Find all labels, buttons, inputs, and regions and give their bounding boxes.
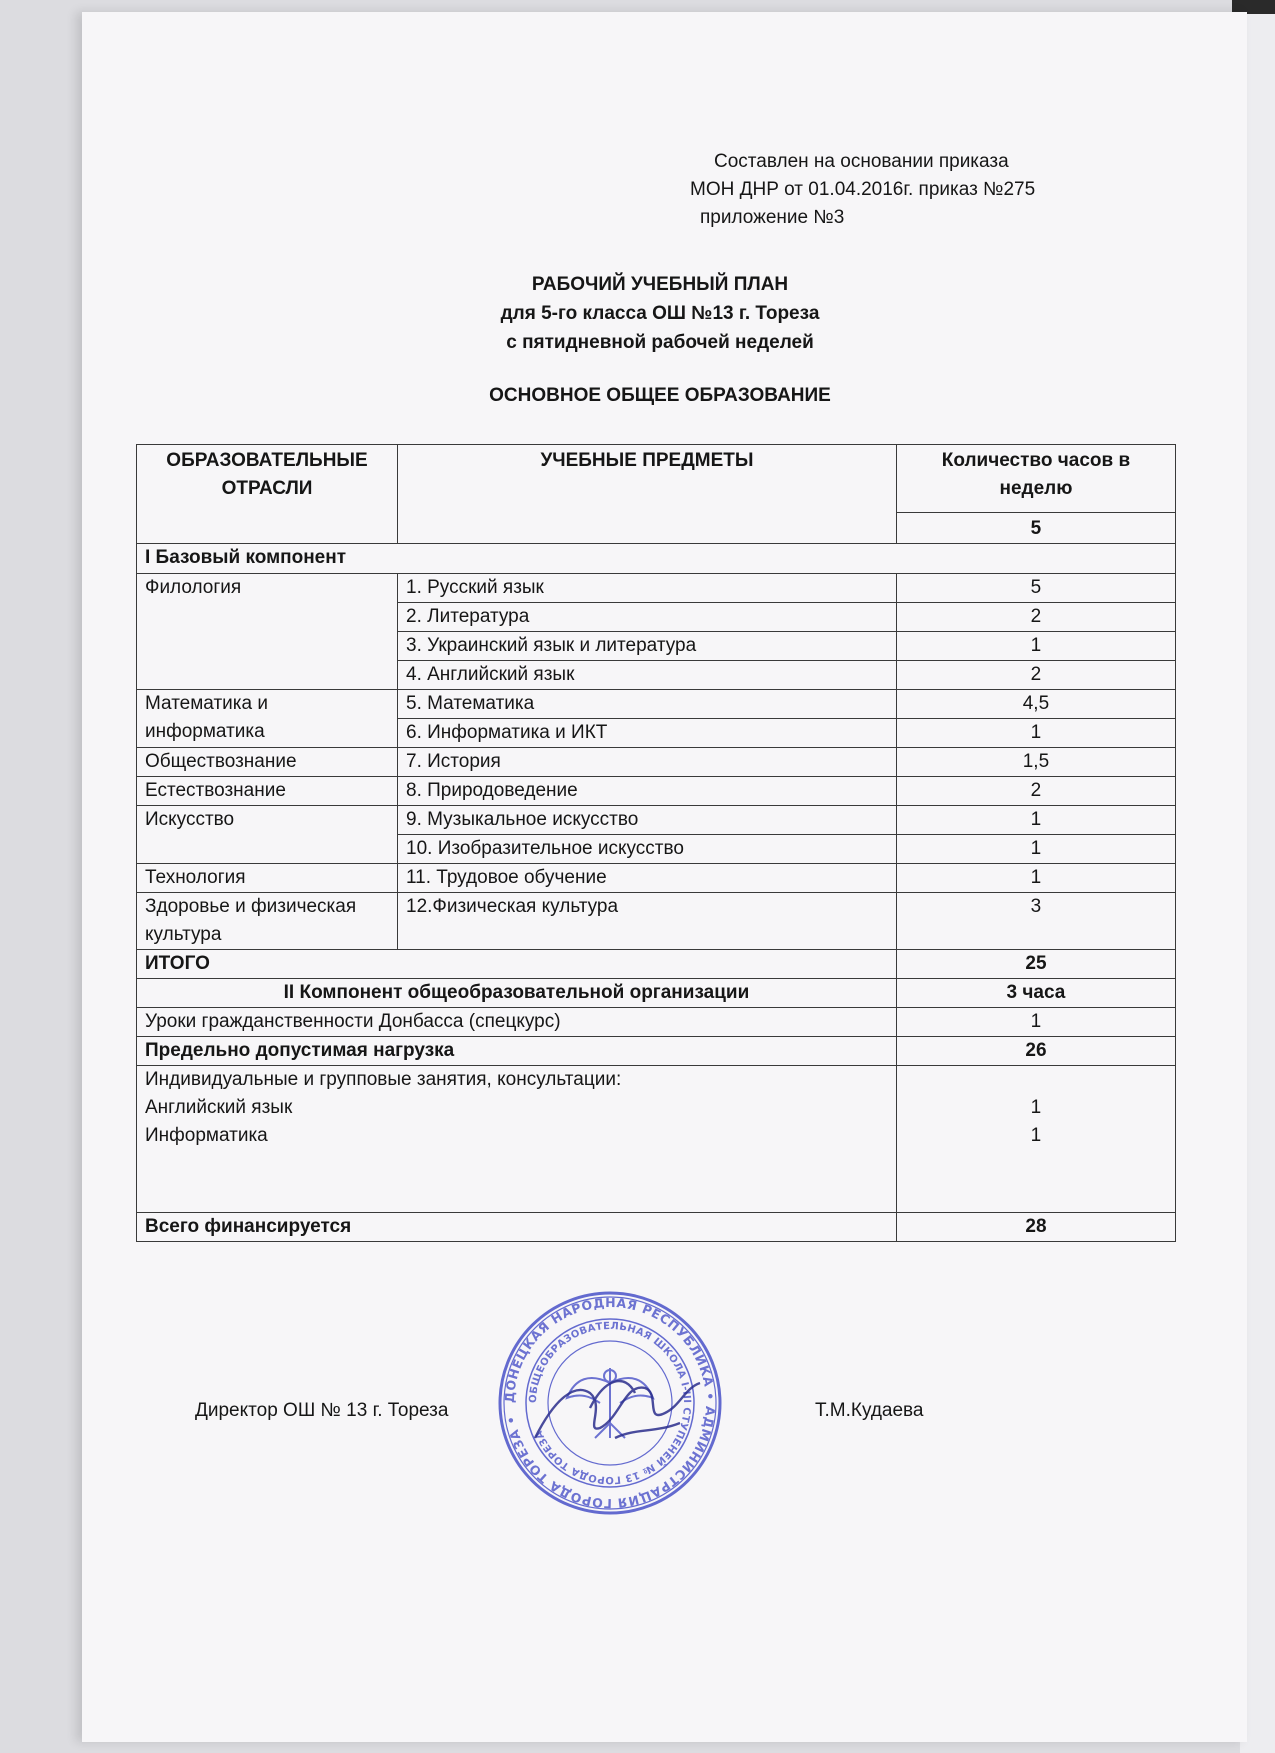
component2-label: II Компонент общеобразовательной организации: [137, 979, 897, 1008]
table-row: [137, 574, 1176, 603]
individual-item: Информатика: [145, 1125, 268, 1146]
hours-cell: 1: [896, 632, 1175, 661]
stamp-inner-text: ОБЩЕОБРАЗОВАТЕЛЬНАЯ ШКОЛА I-III СТУПЕНЕЙ № 13 ГОРОДА ТОРЕЗА: [527, 1320, 693, 1486]
base-component-label: I Базовый компонент: [137, 544, 1176, 574]
hours-cell: 1: [896, 835, 1175, 864]
header-hours: Количество часов в неделю: [896, 445, 1175, 513]
subject-cell: 2. Литература: [398, 603, 897, 632]
table-row: [137, 806, 1176, 835]
document-subtitle-2: с пятидневной рабочей неделей: [506, 332, 814, 353]
max-load-row: [137, 1037, 1176, 1066]
table-row: [137, 690, 1176, 719]
component2-hours: 3 часа: [896, 979, 1175, 1008]
component2-row: [137, 979, 1176, 1008]
director-name: Т.М.Кудаева: [815, 1400, 924, 1421]
document-subtitle-1: для 5-го класса ОШ №13 г. Тореза: [500, 303, 820, 324]
table-row: [137, 893, 1176, 950]
eagle-emblem-icon: [567, 1368, 653, 1438]
individual-hours: 1: [1030, 1097, 1042, 1118]
hours-cell: 3: [896, 893, 1175, 950]
header-line-3: приложение №3: [700, 207, 845, 228]
table-header-row: [137, 445, 1176, 513]
individual-item: Английский язык: [145, 1097, 293, 1118]
individual-label: Индивидуальные и групповые занятия, консультации:: [145, 1069, 622, 1090]
subject-cell: 4. Английский язык: [398, 661, 897, 690]
civics-label: Уроки гражданственности Донбасса (спецкурс): [137, 1008, 897, 1037]
funded-label: Всего финансируется: [137, 1213, 897, 1242]
hours-cell: 1: [896, 806, 1175, 835]
branch-cell: Здоровье и физическая культура: [137, 893, 398, 950]
subject-cell: 5. Математика: [398, 690, 897, 719]
subject-cell: 3. Украинский язык и литература: [398, 632, 897, 661]
civics-row: [137, 1008, 1176, 1037]
header-note: [690, 148, 1140, 232]
funded-row: [137, 1213, 1176, 1242]
subject-cell: 1. Русский язык: [398, 574, 897, 603]
branch-cell: Обществознание: [137, 748, 398, 777]
header-line-1: Составлен на основании приказа: [714, 151, 1009, 172]
header-grade: 5: [896, 513, 1175, 544]
document-title: РАБОЧИЙ УЧЕБНЫЙ ПЛАН: [531, 274, 789, 295]
table-row: [137, 748, 1176, 777]
table-row: [137, 777, 1176, 806]
title-block: [140, 270, 1180, 410]
total-label: ИТОГО: [137, 950, 897, 979]
hours-cell: 2: [896, 661, 1175, 690]
branch-cell: Математика и информатика: [137, 690, 398, 748]
header-subjects: УЧЕБНЫЕ ПРЕДМЕТЫ: [398, 445, 897, 544]
total-hours: 25: [896, 950, 1175, 979]
individual-hours-cell: [896, 1066, 1175, 1213]
header-line-2: МОН ДНР от 01.04.2016г. приказ №275: [690, 179, 1036, 200]
branch-cell: Искусство: [137, 806, 398, 864]
subject-cell: 9. Музыкальное искусство: [398, 806, 897, 835]
civics-hours: 1: [896, 1008, 1175, 1037]
header-branches: ОБРАЗОВАТЕЛЬНЫЕ ОТРАСЛИ: [137, 445, 398, 544]
section-title: ОСНОВНОЕ ОБЩЕЕ ОБРАЗОВАНИЕ: [489, 385, 831, 406]
director-title: Директор ОШ № 13 г. Тореза: [195, 1400, 449, 1421]
hours-cell: 1,5: [896, 748, 1175, 777]
funded-hours: 28: [896, 1213, 1175, 1242]
individual-cell: [137, 1066, 897, 1213]
hours-cell: 2: [896, 603, 1175, 632]
hours-cell: 1: [896, 864, 1175, 893]
subject-cell: 8. Природоведение: [398, 777, 897, 806]
hours-cell: 5: [896, 574, 1175, 603]
hours-cell: 2: [896, 777, 1175, 806]
subject-cell: 7. История: [398, 748, 897, 777]
curriculum-table: [136, 444, 1176, 1242]
branch-cell: Естествознание: [137, 777, 398, 806]
base-component-row: [137, 544, 1176, 574]
individual-row: [137, 1066, 1176, 1213]
branch-cell: Филология: [137, 574, 398, 690]
subject-cell: 10. Изобразительное искусство: [398, 835, 897, 864]
individual-hours: 1: [1030, 1125, 1042, 1146]
max-load-label: Предельно допустимая нагрузка: [137, 1037, 897, 1066]
table-row: [137, 864, 1176, 893]
official-stamp-icon: [495, 1288, 725, 1518]
stamp-outer-text: ДОНЕЦКАЯ НАРОДНАЯ РЕСПУБЛИКА • АДМИНИСТРАЦИЯ ГОРОДА ТОРЕЗА •: [501, 1294, 719, 1512]
subject-cell: 6. Информатика и ИКТ: [398, 719, 897, 748]
max-load-hours: 26: [896, 1037, 1175, 1066]
branch-cell: Технология: [137, 864, 398, 893]
subject-cell: 11. Трудовое обучение: [398, 864, 897, 893]
hours-cell: 4,5: [896, 690, 1175, 719]
subject-cell: 12.Физическая культура: [398, 893, 897, 950]
hours-cell: 1: [896, 719, 1175, 748]
total-row: [137, 950, 1176, 979]
